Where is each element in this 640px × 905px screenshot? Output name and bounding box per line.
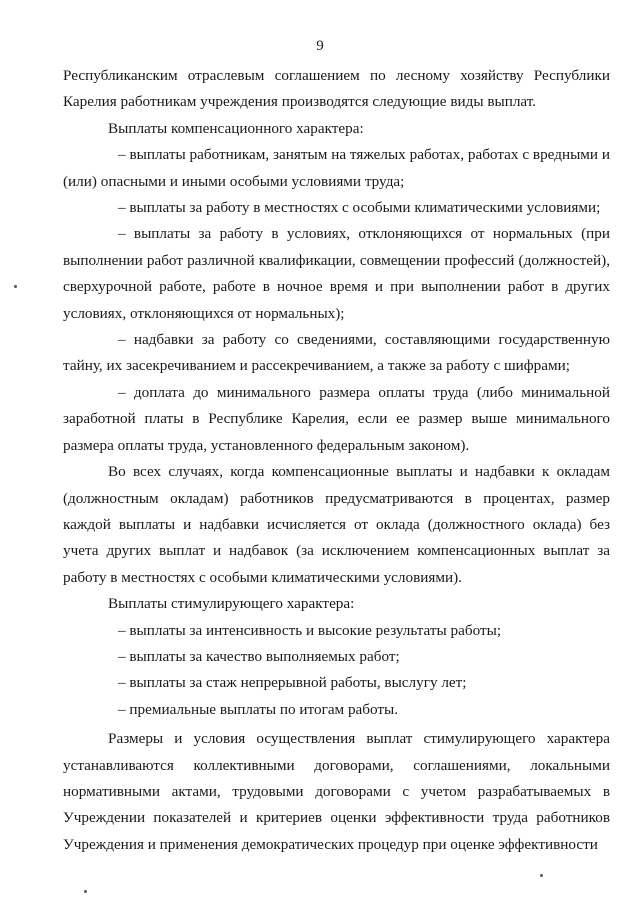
all-cases-paragraph: Во всех случаях, когда компенсационные выплаты и надбавки к окладам (должностным окладам) работников предусматриваются в процентах, размер каждой выплаты и надбавки исчисляется от оклада (должностного оклада) без учета других выплат и надбавок (за исключением компенсационных выплат за работу в местностях с особыми климатическими условиями).	[63, 463, 610, 586]
compensation-item-2: – выплаты за работу в местностях с особыми климатическими условиями;	[118, 199, 601, 217]
stimulating-item-3: – выплаты за стаж непрерывной работы, выслугу лет;	[118, 674, 467, 692]
stimulating-item-2: – выплаты за качество выполняемых работ;	[118, 647, 400, 665]
scan-speck	[84, 890, 87, 893]
compensation-item-3: – выплаты за работу в условиях, отклоняющихся от нормальных (при выполнении работ различной квалификации, совмещении профессий (должностей), сверхурочной работе, работе в ночное время и при выполнении работ в других условиях, отклоняющихся от нормальных);	[63, 225, 610, 322]
compensation-item-4: – надбавки за работу со сведениями, составляющими государственную тайну, их засекречиванием и рассекречиванием, а также за работу с шифрами;	[63, 331, 610, 375]
document-body	[63, 63, 610, 858]
sizes-paragraph: Размеры и условия осуществления выплат стимулирующего характера устанавливаются коллективными договорами, соглашениями, локальными нормативными актами, трудовыми договорами с учетом разрабатываемых в Учреждении показателей и критериев оценки эффективности труда работников Учреждения и применения демократических процедур при оценке эффективности	[63, 730, 610, 853]
stimulating-item-1: – выплаты за интенсивность и высокие результаты работы;	[118, 621, 502, 639]
compensation-item-5: – доплата до минимального размера оплаты труда (либо минимальной заработной платы в Республике Карелия, если ее размер выше минимального размера оплаты труда, установленного федеральным законом).	[63, 383, 610, 454]
intro-paragraph: Республиканским отраслевым соглашением по лесному хозяйству Республики Карелия работникам учреждения производятся следующие виды выплат.	[63, 67, 610, 111]
scan-speck	[14, 285, 17, 288]
compensation-heading: Выплаты компенсационного характера:	[108, 119, 364, 137]
scan-speck	[540, 874, 543, 877]
stimulating-heading: Выплаты стимулирующего характера:	[108, 595, 355, 613]
compensation-item-1: – выплаты работникам, занятым на тяжелых работах, работах с вредными и (или) опасными и иными особыми условиями труда;	[63, 146, 610, 190]
page-number: 9	[316, 38, 324, 54]
stimulating-item-4: – премиальные выплаты по итогам работы.	[118, 700, 399, 718]
